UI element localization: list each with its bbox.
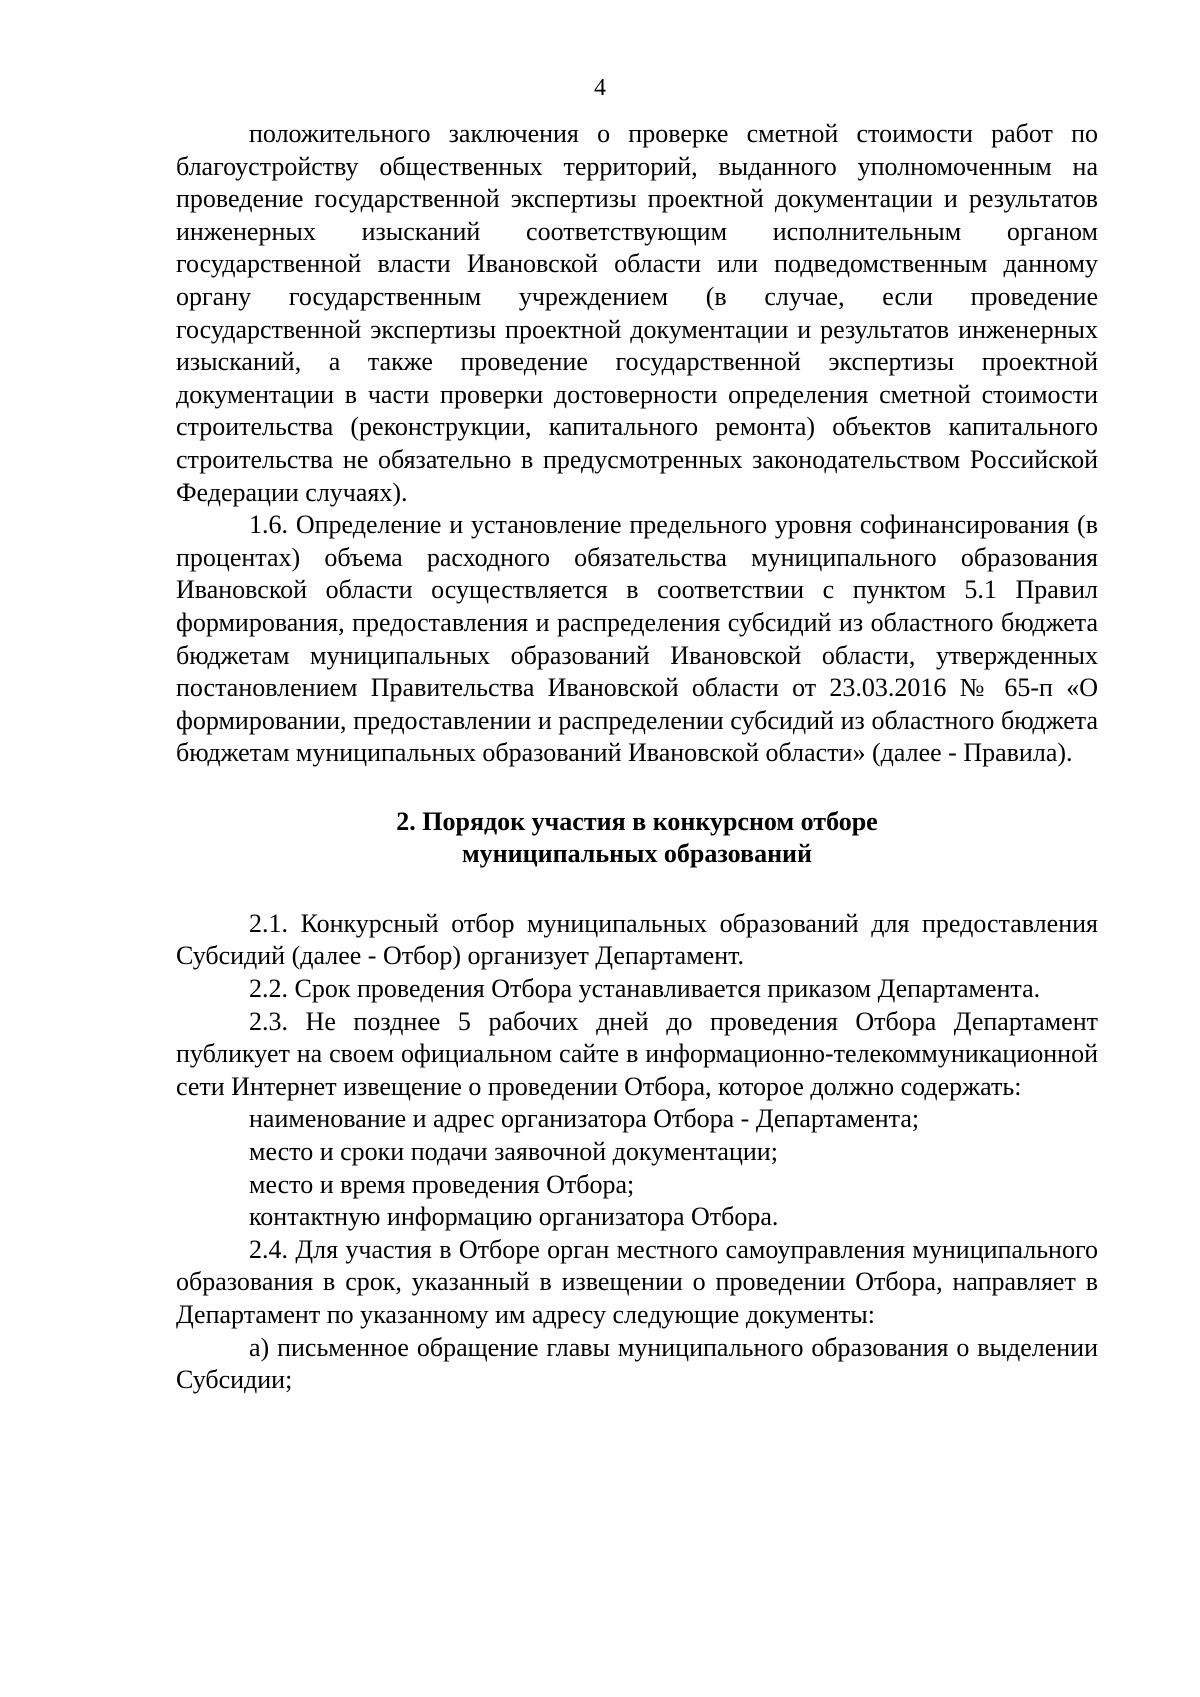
document-body (176, 118, 1098, 1397)
paragraph-2-2: 2.2. Срок проведения Отбора устанавливается приказом Департамента. (249, 974, 1041, 1004)
paragraph-2-3: 2.3. Не позднее 5 рабочих дней до проведения Отбора Департамент публикует на своем официальном сайте в информационно-телекоммуникационной сети Интернет извещение о проведении Отбора, которое должно содержать: (176, 1006, 1098, 1101)
section-heading-line-1: 2. Порядок участия в конкурсном отборе (396, 806, 878, 836)
notice-item: контактную информацию организатора Отбора. (249, 1202, 779, 1232)
section-heading-line-2: муниципальных образований (461, 838, 813, 868)
paragraph-2-4: 2.4. Для участия в Отборе орган местного самоуправления муниципального образования в срок, указанный в извещении о проведении Отбора, направляет в Департамент по указанному им адресу следующие документы: (176, 1234, 1098, 1329)
paragraph-continuation: положительного заключения о проверке сметной стоимости работ по благоустройству общественных территорий, выданного уполномоченным на проведение государственной экспертизы проектной документации и результатов инженерных изысканий соответствующим исполнительным органом государственной власти Ивановской области или подведомственным данному органу государственным учреждением (в случае, если проведение государственной экспертизы проектной документации и результатов инженерных изысканий, а также проведение государственной экспертизы проектной документации в части проверки достоверности определения сметной стоимости строительства (реконструкции, капитального ремонта) объектов капитального строительства не обязательно в предусмотренных законодательством Российской Федерации случаях). (176, 119, 1098, 507)
paragraph-2-1: 2.1. Конкурсный отбор муниципальных образований для предоставления Субсидий (далее - Отбор) организует Департамент. (176, 908, 1098, 971)
notice-item: место и время проведения Отбора; (249, 1169, 635, 1199)
paragraph-item-a: а) письменное обращение главы муниципального образования о выделении Субсидии; (176, 1332, 1098, 1395)
paragraph-1-6: 1.6. Определение и установление предельного уровня софинансирования (в процентах) объема расходного обязательства муниципального образования Ивановской области осуществляется в соответствии с пунктом 5.1 Правил формирования, предоставления и распределения субсидий из областного бюджета бюджетам муниципальных образований Ивановской области, утвержденных постановлением Правительства Ивановской области от 23.03.2016 № 65-п «О формировании, предоставлении и распределении субсидий из областного бюджета бюджетам муниципальных образований Ивановской области» (далее - Правила). (176, 510, 1098, 768)
section-heading (176, 806, 1098, 870)
notice-item: наименование и адрес организатора Отбора - Департамента; (249, 1104, 920, 1134)
page-number: 4 (594, 75, 606, 101)
notice-item: место и сроки подачи заявочной документации; (249, 1137, 778, 1167)
